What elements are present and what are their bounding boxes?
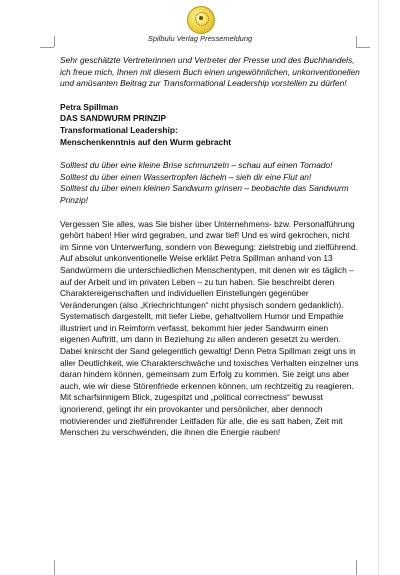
body-paragraph-1: Vergessen Sie alles, was Sie bisher über Unternehmens- bzw. Personalführung gehört haben! Hier wird gegraben, und zwar tief! Und es wird gekrochen, nicht im Sinne von Unterwerfung, sondern von Bewegung: zielstrebig und zielführend. — [60, 218, 358, 252]
body-paragraph-4: Mit scharfsinnigem Blick, zugespitzt und „political correctness“ bewusst ignorierend, gelingt ihr ein provokanter und persönlicher, aber dennoch motivierender und zielführender Leitfaden für alle, die es satt haben, Zeit mit Menschen zu verschwenden, die ihnen die Energie rauben! — [60, 392, 343, 438]
publisher-header: Spilbulu Verlag Pressemeldung — [147, 34, 253, 43]
seal-logo-center — [199, 16, 203, 20]
crop-mark-top-left — [40, 47, 54, 48]
page-frame-line — [378, 0, 379, 575]
crop-mark-bottom-right — [356, 560, 357, 575]
book-author: Petra Spillman — [60, 101, 119, 112]
book-title: DAS SANDWURM PRINZIP — [60, 113, 167, 124]
book-subtitle-2: Menschenkenntnis auf den Wurm gebracht — [60, 136, 232, 147]
crop-mark-top-right — [356, 47, 370, 48]
quote-line-3: Solltest du über einen kleinen Sandwurm grinsen – beobachte das Sandwurm Prinzip! — [60, 183, 349, 205]
body-paragraph-2: Auf absolut unkonventionelle Weise erklärt Petra Spillman anhand von 13 Sandwürmern die unterschiedlichen Menschentypen, mit denen wir es täglich – auf der Arbeit und im privaten Leben – zu tun haben. Sie beschreibt deren Charaktereigenschaften und individuellen Einstellungen gegenüber Veränderungen (also „Kriechrichtungen“ nicht physisch sondern gedanklich). — [60, 253, 354, 310]
quote-line-1: Solltest du über eine kleine Brise schmunzeln – schau auf einen Tornado! — [60, 160, 333, 171]
book-subtitle-1: Transformational Leadership: — [60, 124, 178, 135]
body-text — [60, 219, 360, 439]
crop-mark-bottom-left — [54, 560, 55, 575]
seal-logo-icon — [187, 6, 215, 34]
quote-line-2: Solltest du über einen Wassertropfen lächeln – sieh dir eine Flut an! — [60, 171, 312, 182]
intro-paragraph: Sehr geschätzte Vertreterinnen und Vertreter der Presse und des Buchhandels, ich freue mich, Ihnen mit diesem Buch einen ungewöhnlichen, unkonventionellen und amüsanten Beitrag zur Transformational Leadership vorstellen zu dürfen! — [60, 55, 360, 89]
body-paragraph-3: Systematisch dargestellt, mit tiefer Liebe, gehaltvollem Humor und Empathie illustriert und in Reimform verfasst, bekommt hier jeder Sandwurm einen eigenen Auftritt, um dann in Beziehung zu allen anderen gesetzt zu werden. Dabei knirscht der Sand gelegentlich gewaltig! Denn Petra Spillman zeigt uns in aller Deutlichkeit, wie Charakterschwäche und toxisches Verhalten einzelner uns daran hindern können, gemeinsam zum Erfolg zu kommen. Sie zeigt uns aber auch, wie wir diese Störenfriede erkennen können, um rechtzeitig zu reagieren. — [60, 311, 359, 391]
press-release-content — [60, 55, 360, 439]
